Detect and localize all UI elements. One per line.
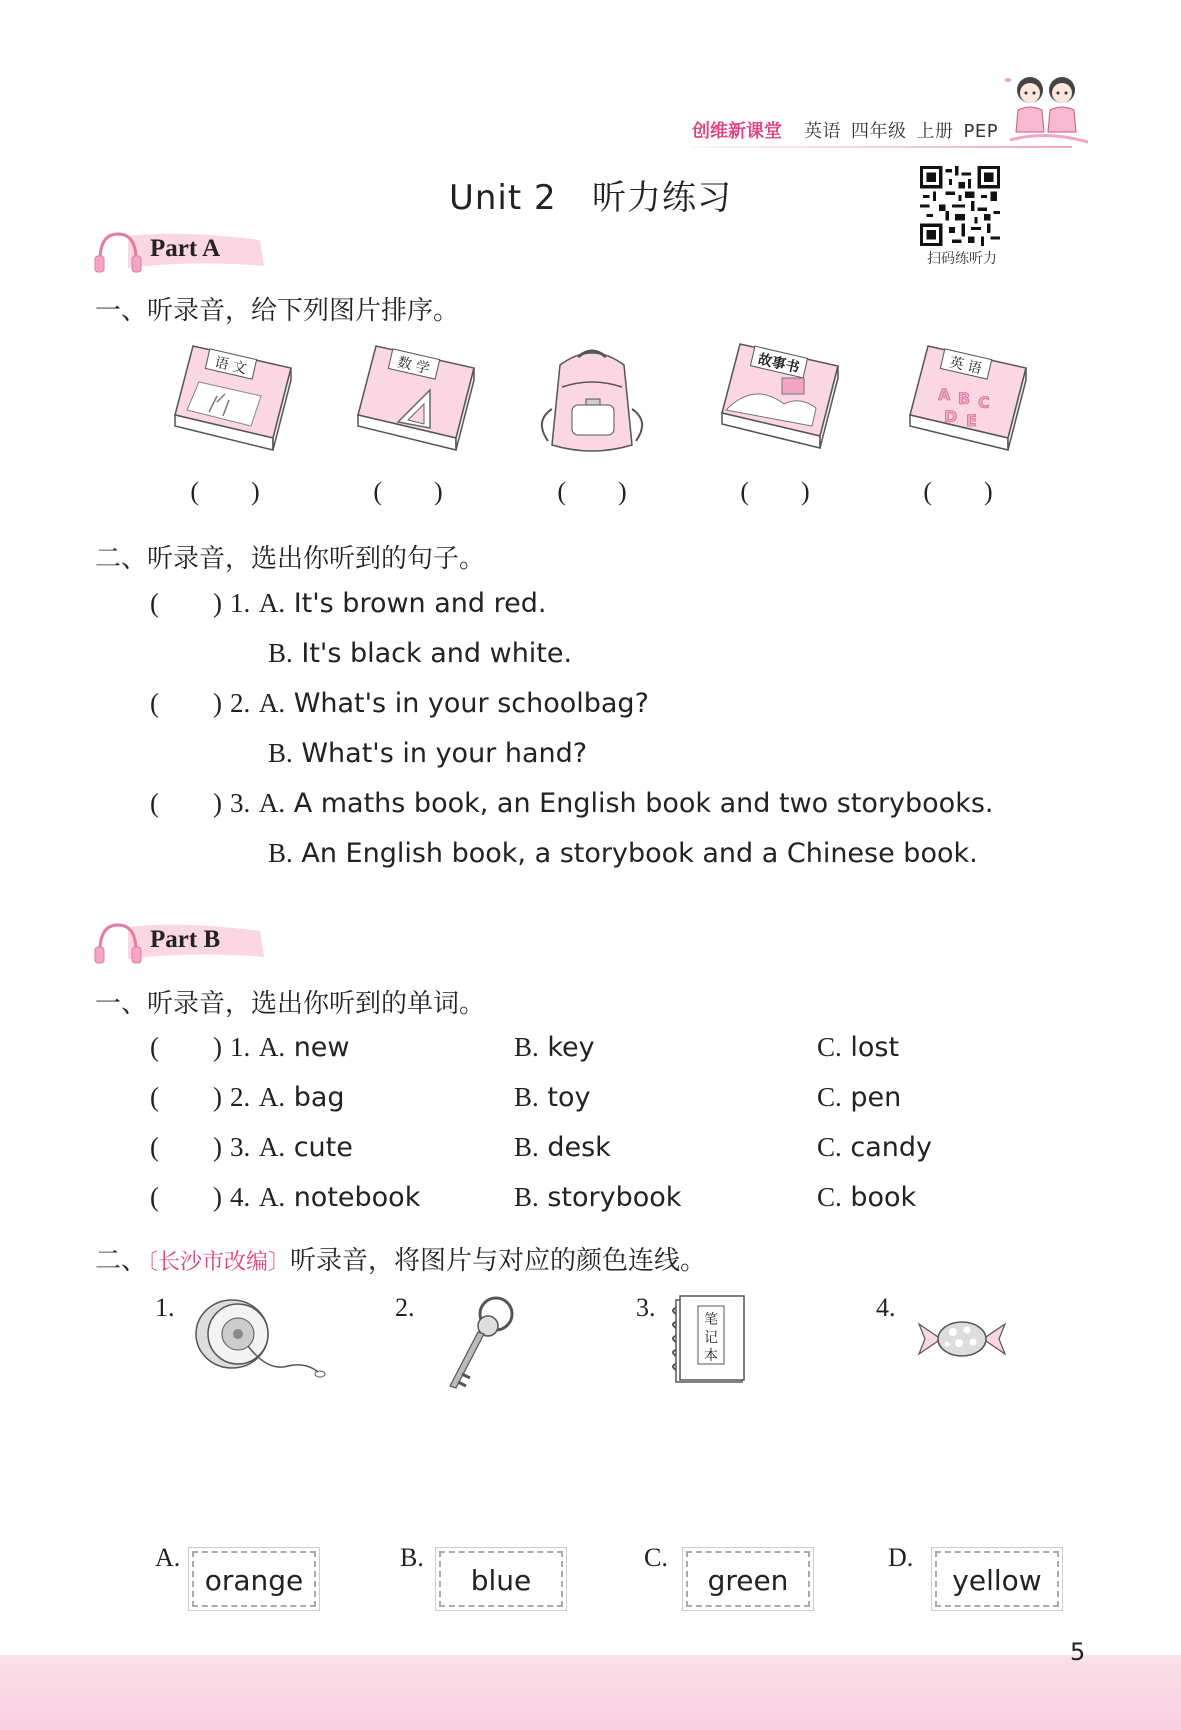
option-letter: A. <box>258 588 286 618</box>
answer-blank[interactable]: ( ) <box>923 477 993 506</box>
english-book-letter: C <box>978 393 990 412</box>
candy-icon <box>915 1316 1009 1362</box>
option-letter: B. <box>268 738 293 768</box>
notebook-cover-char: 记 <box>704 1330 718 1346</box>
option-a-text: new <box>293 1032 350 1063</box>
question-number: 1. <box>230 1032 251 1062</box>
color-option-letter: C. <box>644 1543 668 1572</box>
option-b-text: What's in your hand? <box>301 738 588 769</box>
question-number: 4. <box>230 1182 251 1212</box>
color-green-box[interactable]: green <box>686 1551 810 1607</box>
schoolbag-icon <box>528 345 658 465</box>
question-row <box>150 788 994 819</box>
option-letter: A. <box>258 1182 286 1212</box>
color-orange-box[interactable]: orange <box>192 1551 316 1607</box>
header-divider <box>692 146 1072 148</box>
question-number: 1. <box>230 588 251 618</box>
answer-blank[interactable]: ( ) <box>557 477 627 506</box>
option-b: B. toy <box>514 1082 591 1113</box>
answer-blank[interactable]: ( ) <box>150 1132 222 1162</box>
volume: 上册 <box>916 121 954 142</box>
answer-blank[interactable]: ( ) <box>190 477 260 506</box>
option-a-text: notebook <box>293 1182 421 1213</box>
qr-code-icon[interactable] <box>920 166 1000 246</box>
picture-number: 3. <box>636 1293 656 1322</box>
question-number: 2. <box>230 1082 251 1112</box>
part-a-section2-heading: 二、听录音，选出你听到的句子。 <box>95 544 486 574</box>
option-b: B. key <box>514 1032 595 1063</box>
qr-caption: 扫码练听力 <box>927 251 997 267</box>
option-b-text: It's black and white. <box>301 638 573 669</box>
part-a-label: Part A <box>150 235 221 262</box>
option-letter: B. <box>268 838 293 868</box>
source-tag: 〔长沙市改编〕 <box>147 1250 291 1275</box>
english-book-letter: E <box>966 411 977 430</box>
yoyo-icon <box>188 1292 328 1392</box>
answer-blank[interactable]: ( ) <box>740 477 810 506</box>
color-blue-box[interactable]: blue <box>439 1551 563 1607</box>
part-b-badge <box>92 917 272 971</box>
part-a-badge <box>92 226 272 280</box>
storybook-icon <box>712 338 842 458</box>
maths-book-icon <box>348 340 478 460</box>
option-b: B. desk <box>514 1132 611 1163</box>
answer-blank[interactable]: ( ) <box>150 588 222 618</box>
part-b-section2-heading <box>95 1240 706 1277</box>
option-b-row <box>268 638 572 669</box>
option-letter: A. <box>258 688 286 718</box>
grade: 四年级 <box>851 121 907 142</box>
color-option-letter: D. <box>888 1543 914 1572</box>
notebook-icon <box>670 1294 750 1390</box>
mascot-kids-icon <box>1000 70 1092 148</box>
book-info <box>804 117 1008 143</box>
option-a-text: bag <box>293 1082 345 1113</box>
answer-blank[interactable]: ( ) <box>150 1032 222 1062</box>
question-number: 2. <box>230 688 251 718</box>
part-b-section1-heading: 一、听录音，选出你听到的单词。 <box>95 989 486 1019</box>
page-number: 5 <box>1070 1638 1086 1666</box>
brand-name: 创维新课堂 <box>692 121 782 142</box>
option-c: C. candy <box>817 1132 932 1163</box>
edition: PEP <box>963 121 999 142</box>
page-title: Unit 2 听力练习 <box>448 178 733 218</box>
option-letter: A. <box>258 1032 286 1062</box>
maths-book-cover-text: 数 学 <box>395 354 432 378</box>
answer-blank[interactable]: ( ) <box>150 788 222 818</box>
option-c: C. pen <box>817 1082 902 1113</box>
chinese-book-icon <box>165 340 295 460</box>
question-row <box>150 688 649 719</box>
option-letter: B. <box>268 638 293 668</box>
question-row <box>150 1132 353 1163</box>
picture-number: 2. <box>395 1293 415 1322</box>
question-number: 3. <box>230 788 251 818</box>
notebook-cover-char: 本 <box>704 1348 718 1364</box>
picture-number: 1. <box>155 1293 175 1322</box>
footer-band <box>0 1655 1181 1730</box>
subject: 英语 <box>804 121 841 142</box>
question-row <box>150 1032 350 1063</box>
section-prefix: 二、 <box>95 1246 148 1276</box>
color-option-letter: A. <box>155 1543 181 1572</box>
english-book-icon <box>900 340 1030 460</box>
section-instruction: 听录音，将图片与对应的颜色连线。 <box>290 1246 707 1276</box>
english-book-letter: A <box>938 385 951 404</box>
option-c: C. lost <box>817 1032 900 1063</box>
question-row <box>150 588 546 619</box>
option-b-text: An English book, a storybook and a Chinese book. <box>301 838 978 869</box>
option-a-text: cute <box>293 1132 353 1163</box>
question-row <box>150 1182 420 1213</box>
picture-number: 4. <box>876 1293 896 1322</box>
english-book-letter: D <box>944 407 958 426</box>
english-book-cover-text: 英 语 <box>947 354 984 378</box>
option-letter: A. <box>258 788 286 818</box>
notebook-cover-char: 笔 <box>704 1312 718 1328</box>
option-c: C. book <box>817 1182 917 1213</box>
question-row <box>150 1082 345 1113</box>
option-a-text: What's in your schoolbag? <box>293 688 649 719</box>
option-b: B. storybook <box>514 1182 682 1213</box>
option-letter: A. <box>258 1082 286 1112</box>
english-book-letter: B <box>958 389 971 408</box>
question-number: 3. <box>230 1132 251 1162</box>
storybook-cover-text: 故事书 <box>756 351 801 377</box>
color-yellow-box[interactable]: yellow <box>935 1551 1059 1607</box>
color-option-letter: B. <box>400 1543 424 1572</box>
chinese-book-cover-text: 语 文 <box>212 354 249 378</box>
part-a-section1-heading: 一、听录音，给下列图片排序。 <box>95 296 460 326</box>
option-a-text: A maths book, an English book and two storybooks. <box>293 788 994 819</box>
answer-blank[interactable]: ( ) <box>150 1082 222 1112</box>
answer-blank[interactable]: ( ) <box>150 688 222 718</box>
key-icon <box>440 1292 520 1396</box>
option-a-text: It's brown and red. <box>293 588 547 619</box>
option-b-row <box>268 838 978 869</box>
answer-blank[interactable]: ( ) <box>373 477 443 506</box>
part-b-label: Part B <box>150 926 221 953</box>
answer-blank[interactable]: ( ) <box>150 1182 222 1212</box>
option-letter: A. <box>258 1132 286 1162</box>
option-b-row <box>268 738 587 769</box>
